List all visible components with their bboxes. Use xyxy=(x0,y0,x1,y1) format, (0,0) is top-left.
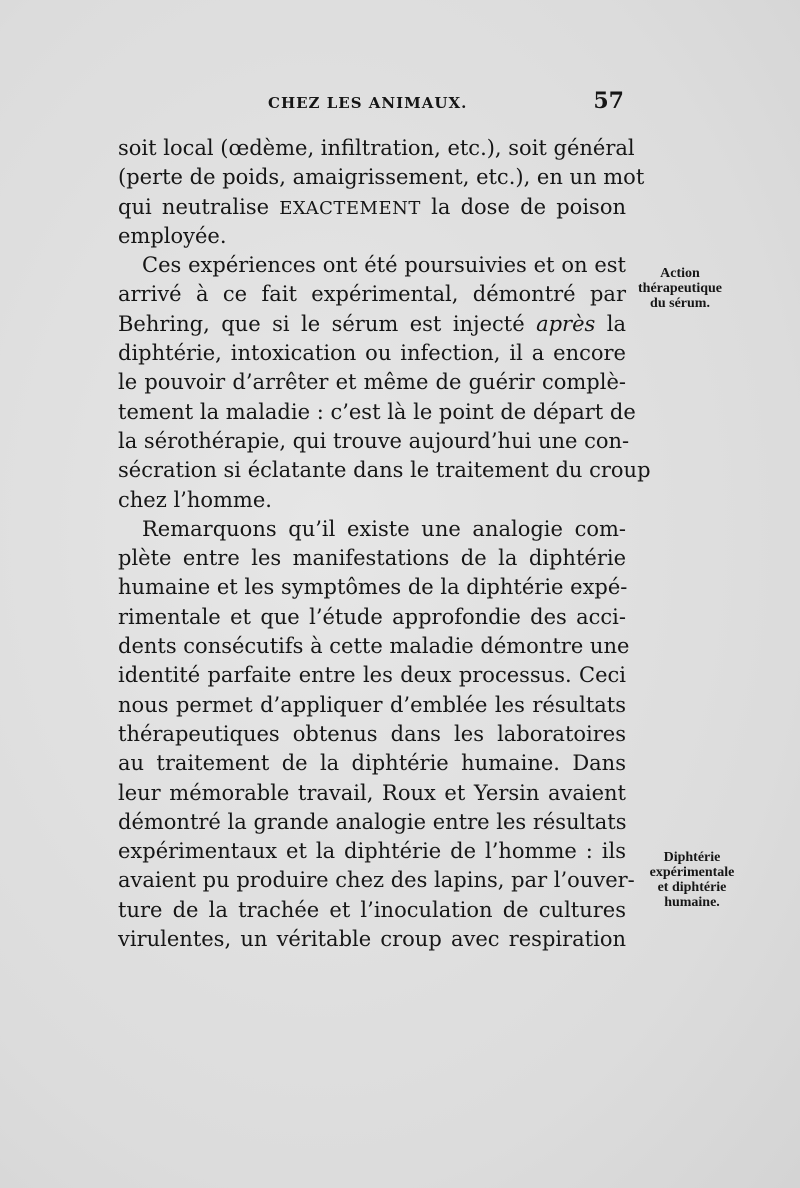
paragraph-start-line: Remarquons qu’il existe une analogie com- xyxy=(142,516,626,541)
text-line: tement la maladie : c’est là le point de départ de xyxy=(118,399,636,424)
emphasis-smallcaps: EXACTEMENT xyxy=(279,197,421,219)
margin-note-line: humaine. xyxy=(664,895,720,910)
text-line: (perte de poids, amaigrissement, etc.), en un mot xyxy=(118,165,645,190)
margin-note-line: Action xyxy=(660,266,700,281)
text-line: expérimentaux et la diphtérie de l’homme : ils xyxy=(118,839,626,864)
text-line: identité parfaite entre les deux processus. Ceci xyxy=(118,663,626,688)
text-line: leur mémorable travail, Roux et Yersin avaient xyxy=(118,780,626,805)
text-line: le pouvoir d’arrêter et même de guérir complè- xyxy=(118,370,626,395)
text-line: diphtérie, intoxication ou infection, il a encore xyxy=(118,341,626,366)
body-text xyxy=(118,134,651,954)
margin-note-diphtheria xyxy=(622,850,762,910)
text-line: Behring, que si le sérum est injecté après la xyxy=(118,311,626,336)
running-title: CHEZ LES ANIMAUX. xyxy=(268,94,468,112)
margin-note-line: Diphtérie xyxy=(663,850,721,865)
text-line: au traitement de la diphtérie humaine. Dans xyxy=(118,751,626,776)
text-line: humaine et les symptômes de la diphtérie expé- xyxy=(118,575,628,600)
emphasis-italic: après xyxy=(536,311,596,336)
text-line: employée. xyxy=(118,223,227,248)
text-line: démontré la grande analogie entre les résultats xyxy=(118,809,627,834)
text-line: sécration si éclatante dans le traitement du croup xyxy=(118,458,651,483)
text-line: dents consécutifs à cette maladie démontre une xyxy=(118,634,630,659)
text-line: virulentes, un véritable croup avec respiration xyxy=(118,927,626,952)
text-line: avaient pu produire chez des lapins, par l’ouver- xyxy=(118,868,635,893)
text-line: qui neutralise EXACTEMENT la dose de poison xyxy=(118,194,626,219)
text-line: thérapeutiques obtenus dans les laboratoires xyxy=(118,721,626,746)
page-number: 57 xyxy=(593,88,624,114)
text-line: arrivé à ce fait expérimental, démontré par xyxy=(118,282,626,307)
margin-note-serum-action xyxy=(610,266,750,311)
margin-note-line: expérimentale xyxy=(649,865,735,880)
text-line: chez l’homme. xyxy=(118,487,272,512)
text-line: soit local (œdème, infiltration, etc.), soit général xyxy=(118,136,635,160)
text-line: ture de la trachée et l’inoculation de cultures xyxy=(118,897,626,922)
paragraph-start-line: Ces expériences ont été poursuivies et on est xyxy=(142,253,626,278)
page-header xyxy=(118,86,626,120)
margin-note-line: du sérum. xyxy=(650,296,710,311)
text-line: rimentale et que l’étude approfondie des acci- xyxy=(118,604,626,629)
text-line: la sérothérapie, qui trouve aujourd’hui une con- xyxy=(118,428,630,453)
text-line: plète entre les manifestations de la diphtérie xyxy=(118,546,626,571)
margin-note-line: et diphtérie xyxy=(657,880,727,895)
margin-note-line: thérapeutique xyxy=(638,281,722,296)
text-line: nous permet d’appliquer d’emblée les résultats xyxy=(118,692,626,717)
